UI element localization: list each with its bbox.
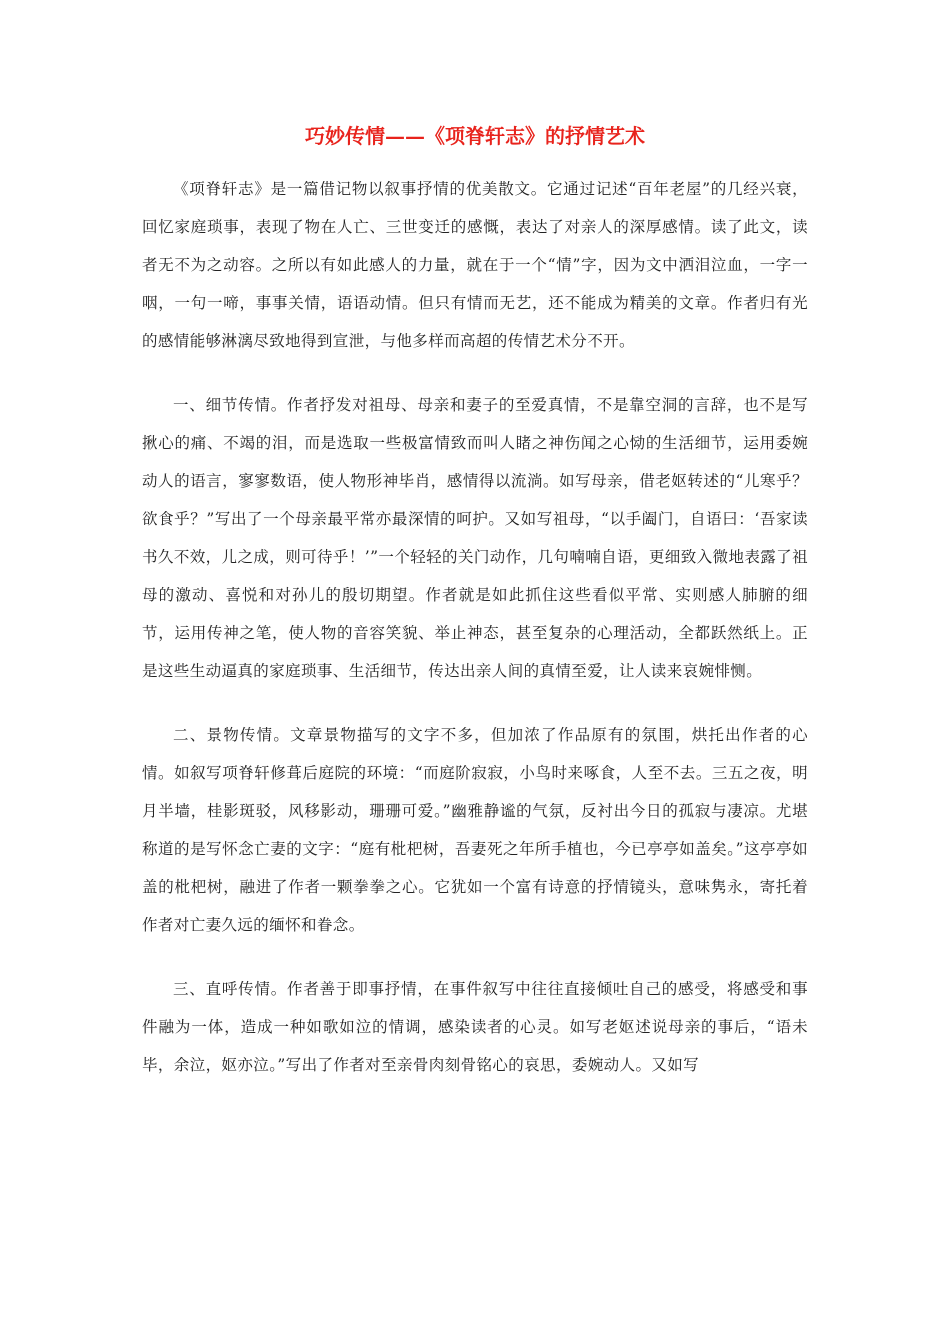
paragraph-scenery: 二、景物传情。文章景物描写的文字不多，但加浓了作品原有的氛围，烘托出作者的心情。如叙写项脊轩修葺后庭院的环境：“而庭阶寂寂，小鸟时来啄食，人至不去。三五之夜，明月半墙，桂影斑驳，风移影动，珊珊可爱。”幽雅静谧的气氛，反衬出今日的孤寂与凄凉。尤堪称道的是写怀念亡妻的文字：“庭有枇杷树，吾妻死之年所手植也，今已亭亭如盖矣。”这亭亭如盖的枇杷树，融进了作者一颗拳拳之心。它犹如一个富有诗意的抒情镜头，意味隽永，寄托着作者对亡妻久远的缅怀和眷念。 xyxy=(142,726,808,934)
paragraph-intro: 《项脊轩志》是一篇借记物以叙事抒情的优美散文。它通过记述“百年老屋”的几经兴衰，回忆家庭琐事，表现了物在人亡、三世变迁的感慨，表达了对亲人的深厚感情。读了此文，读者无不为之动容。之所以有如此感人的力量，就在于一个“情”字，因为文中洒泪泣血，一字一咽，一句一啼，事事关情，语语动情。但只有情而无艺，还不能成为精美的文章。作者归有光的感情能够淋漓尽致地得到宣泄，与他多样而高超的传情艺术分不开。 xyxy=(142,180,808,350)
paragraph-direct: 三、直呼传情。作者善于即事抒情，在事件叙写中往往直接倾吐自己的感受，将感受和事件融为一体，造成一种如歌如泣的情调，感染读者的心灵。如写老妪述说母亲的事后，“语未毕，余泣，妪亦泣。”写出了作者对至亲骨肉刻骨铭心的哀思，委婉动人。又如写 xyxy=(142,980,808,1074)
document-body xyxy=(142,170,808,1110)
document-title: 巧妙传情——《项脊轩志》的抒情艺术 xyxy=(305,124,645,148)
paragraph-detail: 一、细节传情。作者抒发对祖母、母亲和妻子的至爱真情，不是靠空洞的言辞，也不是写揪心的痛、不竭的泪，而是选取一些极富情致而叫人睹之神伤闻之心恸的生活细节，运用委婉动人的语言，寥寥数语，使人物形神毕肖，感情得以流淌。如写母亲，借老妪转述的“儿寒乎？欲食乎？”写出了一个母亲最平常亦最深情的呵护。又如写祖母，“以手阖门，自语曰：‘吾家读书久不效，儿之成，则可待乎！’”一个轻轻的关门动作，几句喃喃自语，更细致入微地表露了祖母的激动、喜悦和对孙儿的殷切期望。作者就是如此抓住这些看似平常、实则感人肺腑的细节，运用传神之笔，使人物的音容笑貌、举止神态，甚至复杂的心理活动，全都跃然纸上。正是这些生动逼真的家庭琐事、生活细节，传达出亲人间的真情至爱，让人读来哀婉悱恻。 xyxy=(142,396,808,680)
